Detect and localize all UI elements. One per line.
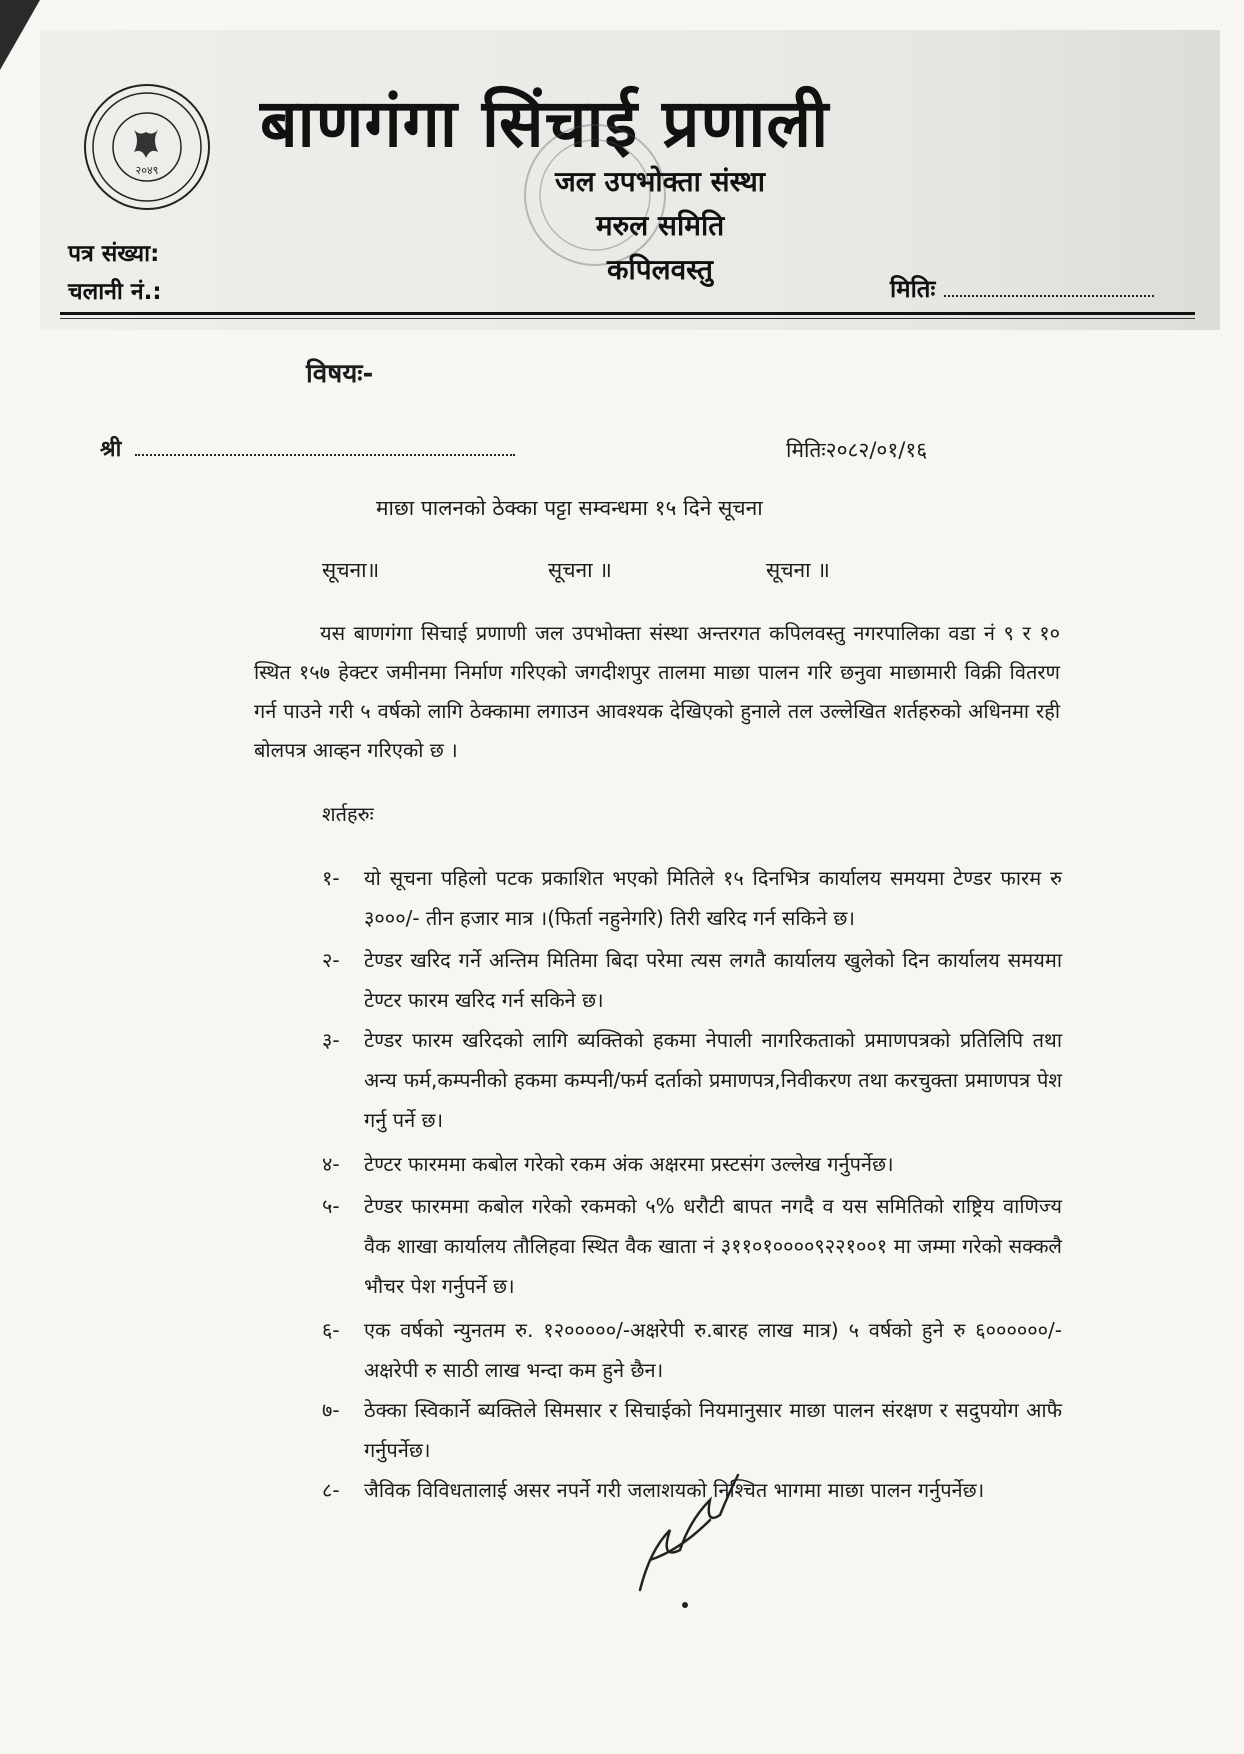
seal-year: २०४९ [135, 164, 159, 177]
term-item [322, 1310, 1062, 1390]
term-number: २- [322, 948, 340, 972]
term-text: यो सूचना पहिलो पटक प्रकाशित भएको मितिले १५ दिनभित्र कार्यालय समयमा टेण्डर फारम रु ३०००/- तीन हजार मात्र ।(फिर्ता नहुनेगरि) तिरी खरिद गर्न सकिने छ। [364, 866, 1062, 930]
body-paragraph: यस बाणगंगा सिचाई प्रणाणी जल उपभोक्ता संस्था अन्तरगत कपिलवस्तु नगरपालिका वडा नं ९ र १० स्थित १५७ हेक्टर जमीनमा निर्माण गरिएको जगदीशपुर तालमा माछा पालन गरि छनुवा माछामारी विक्री वितरण गर्न पाउने गरी ५ वर्षको लागि ठेक्कामा लगाउन आवश्यक देखिएको हुनाले तल उल्लेखित शर्तहरुको अधिनमा रही बोलपत्र आव्हन गरिएको छ । [254, 621, 1060, 762]
notice-title: माछा पालनको ठेक्का पट्टा सम्वन्धमा १५ दिने सूचना [376, 496, 763, 520]
recipient-blank [135, 454, 515, 456]
subtitle-district: कपिलवस्तु [606, 253, 714, 286]
subject-label: विषयः- [306, 359, 374, 389]
dispatch-number-label: चलानी नं.: [68, 279, 162, 305]
term-item [322, 940, 1062, 1020]
notice-word-3: सूचना ॥ [766, 558, 830, 582]
terms-heading: शर्तहरुः [322, 802, 374, 826]
notice-word-1: सूचना॥ [322, 558, 380, 582]
handwritten-signature-icon [620, 1410, 750, 1610]
term-number: १- [322, 866, 340, 890]
term-text: टेण्डर खरिद गर्ने अन्तिम मितिमा बिदा परेमा त्यस लगतै कार्यालय खुलेको दिन कार्यालय समयमा टेण्टर फारम खरिद गर्न सकिने छ। [364, 948, 1062, 1012]
term-text: ठेक्का स्विकार्ने ब्यक्तिले सिमसार र सिचाईको नियमानुसार माछा पालन संरक्षण र सदुपयोग आफै गर्नुपर्नेछ। [364, 1398, 1062, 1462]
header-divider-thin [60, 318, 1195, 319]
folded-corner [0, 0, 40, 70]
subtitle-committee: मरुल समिति [595, 209, 725, 242]
term-number: ४- [322, 1152, 340, 1176]
notice-word-2: सूचना ॥ [548, 558, 612, 582]
header-divider [60, 312, 1195, 315]
term-text: जैविक विविधतालाई असर नपर्ने गरी जलाशयको निश्चित भागमा माछा पालन गर्नुपर्नेछ। [364, 1478, 985, 1502]
organization-seal-icon [82, 82, 212, 212]
organization-name: बाणगंगा सिंचाई प्रणाली [260, 85, 830, 162]
term-number: ७- [322, 1398, 340, 1422]
header-date-label: मितिः [890, 275, 936, 303]
term-number: ५- [322, 1194, 340, 1218]
term-item [322, 1020, 1062, 1140]
recipient-label: श्री [100, 437, 122, 462]
reference-date: मितिः२०८२/०१/१६ [786, 438, 928, 462]
term-item [322, 1186, 1062, 1306]
term-text: एक वर्षको न्युनतम रु. १२०००००/-अक्षरेपी रु.बारह लाख मात्र) ५ वर्षको हुने रु ६००००००/-अक्षरेपी रु साठी लाख भन्दा कम हुने छैन। [364, 1318, 1062, 1382]
header-date-blank [944, 295, 1154, 297]
term-text: टेण्टर फारममा कबोल गरेको रकम अंक अक्षरमा प्रस्टसंग उल्लेख गर्नुपर्नेछ। [364, 1152, 894, 1176]
term-text: टेण्डर फारममा कबोल गरेको रकमको ५% धरौटी बापत नगदै व यस समितिको राष्ट्रिय वाणिज्य वैक शाखा कार्यालय तौलिहवा स्थित वैक खाता नं ३११०१००००९२२१००१ मा जम्मा गरेको सक्कलै भौचर पेश गर्नुपर्ने छ। [364, 1194, 1062, 1298]
term-number: ८- [322, 1478, 340, 1502]
term-item [322, 1144, 1062, 1184]
letter-number-label: पत्र संख्या: [68, 241, 160, 267]
subtitle-association: जल उपभोक्ता संस्था [554, 165, 766, 198]
term-text: टेण्डर फारम खरिदको लागि ब्यक्तिको हकमा नेपाली नागरिकताको प्रमाणपत्रको प्रतिलिपि तथा अन्य फर्म,कम्पनीको हकमा कम्पनी/फर्म दर्ताको प्रमाणपत्र,निवीकरण तथा करचुक्ता प्रमाणपत्र पेश गर्नु पर्ने छ। [364, 1028, 1062, 1132]
term-number: ६- [322, 1318, 340, 1342]
term-number: ३- [322, 1028, 340, 1052]
term-item [322, 858, 1062, 938]
header-date-field [890, 272, 1154, 305]
recipient-field [100, 433, 515, 463]
